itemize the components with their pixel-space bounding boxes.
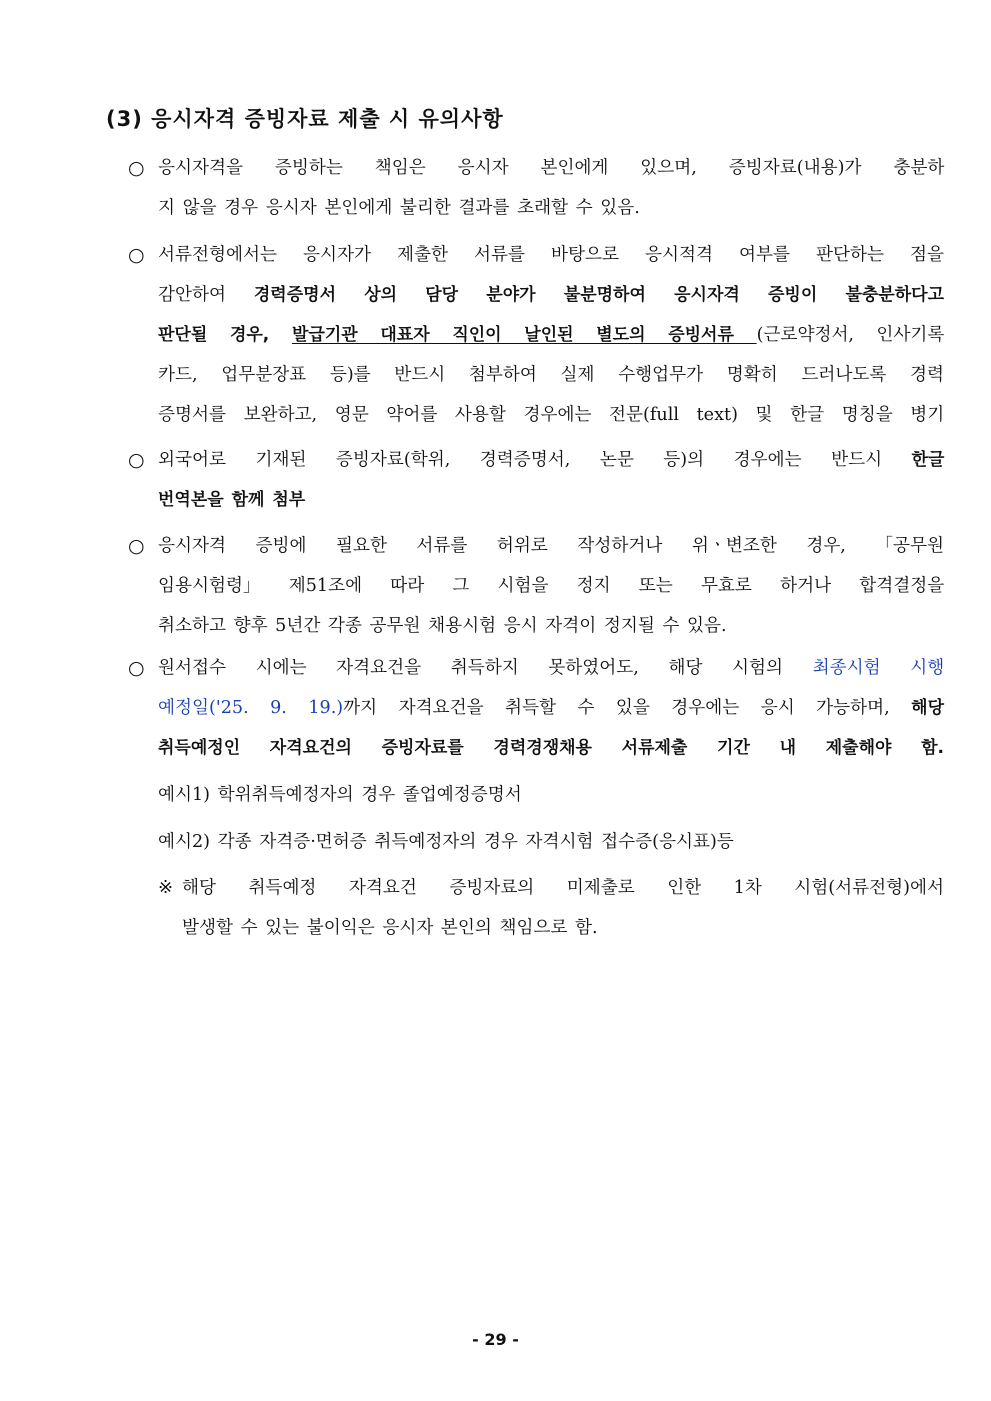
item-3-line-2: 번역본을 함께 첨부: [158, 490, 306, 510]
bullet-3: ○: [128, 449, 145, 471]
item-5-line-2: [158, 688, 944, 728]
item-5: [158, 648, 944, 768]
item-2-line-3-c: (근로약정서, 인사기록: [756, 325, 945, 345]
item-4: [158, 526, 944, 646]
item-5-line-1: [158, 648, 944, 688]
item-2-line-4: 카드, 업무분장표 등)를 반드시 첨부하여 실제 수행업무가 명확히 드러나도록 경력: [158, 365, 944, 385]
item-1: [158, 148, 944, 228]
item-2-line-2-a: 감안하여: [158, 285, 254, 305]
item-4-line-3: 취소하고 향후 5년간 각종 공무원 채용시험 응시 자격이 정지될 수 있음.: [158, 616, 727, 636]
item-2-line-2: [158, 275, 944, 315]
example-2: 예시2) 각종 자격증·면허증 취득예정자의 경우 자격시험 접수증(응시표)등: [158, 832, 734, 852]
example-1: 예시1) 학위취득예정자의 경우 졸업예정증명서: [158, 785, 522, 805]
note: [182, 868, 944, 948]
item-1-line-2: 지 않을 경우 응시자 본인에게 불리한 결과를 초래할 수 있음.: [158, 198, 640, 218]
item-5-line-2-bold: 해당: [911, 698, 944, 718]
item-2: [158, 235, 944, 435]
item-2-line-1: 서류전형에서는 응시자가 제출한 서류를 바탕으로 응시적격 여부를 판단하는 점을: [158, 245, 944, 265]
bullet-2: ○: [128, 244, 145, 266]
item-2-line-5: 증명서를 보완하고, 영문 약어를 사용할 경우에는 전문(full text) 및 한글 명칭을 병기: [158, 405, 945, 425]
item-3-line-1-a: 외국어로 기재된 증빙자료(학위, 경력증명서, 논문 등)의 경우에는 반드시: [158, 450, 912, 470]
item-2-line-3: [158, 315, 944, 355]
item-5-line-1-a: 원서접수 시에는 자격요건을 취득하지 못하였어도, 해당 시험의: [158, 658, 813, 678]
item-3: [158, 440, 944, 520]
item-5-line-2-blue: 예정일('25. 9. 19.): [158, 698, 344, 718]
item-1-line-1: 응시자격을 증빙하는 책임은 응시자 본인에게 있으며, 증빙자료(내용)가 충분하: [158, 158, 945, 178]
item-2-line-2-bold: 경력증명서 상의 담당 분야가 불분명하여 응시자격 증빙이 불충분하다고: [253, 285, 945, 305]
note-line-1: 해당 취득예정 자격요건 증빙자료의 미제출로 인한 1차 시험(서류전형)에서: [182, 878, 944, 898]
note-line-2: 발생할 수 있는 불이익은 응시자 본인의 책임으로 함.: [182, 918, 598, 938]
bullet-4: ○: [128, 535, 145, 557]
item-5-line-3: 취득예정인 자격요건의 증빙자료를 경력경쟁채용 서류제출 기간 내 제출해야 함.: [158, 738, 944, 758]
bullet-5: ○: [128, 657, 145, 679]
item-5-line-2-b: 까지 자격요건을 취득할 수 있을 경우에는 응시 가능하며,: [343, 698, 912, 718]
note-symbol: ※: [158, 877, 174, 898]
item-4-line-1: 응시자격 증빙에 필요한 서류를 허위로 작성하거나 위ㆍ변조한 경우, 「공무원: [158, 536, 944, 556]
item-3-line-1: [158, 440, 944, 480]
item-5-line-1-blue: 최종시험 시행: [812, 658, 945, 678]
item-4-line-2: 임용시험령」 제51조에 따라 그 시험을 정지 또는 무효로 하거나 합격결정을: [158, 576, 945, 596]
item-3-line-1-bold: 한글: [911, 450, 945, 470]
section-heading: (3) 응시자격 증빙자료 제출 시 유의사항: [106, 107, 504, 131]
item-2-line-3-underlined: 발급기관 대표자 직인이 날인된 별도의 증빙서류: [291, 325, 757, 345]
page-number: - 29 -: [472, 1330, 519, 1349]
item-2-line-3-bold: 판단될 경우,: [158, 325, 292, 345]
bullet-1: ○: [128, 157, 145, 179]
